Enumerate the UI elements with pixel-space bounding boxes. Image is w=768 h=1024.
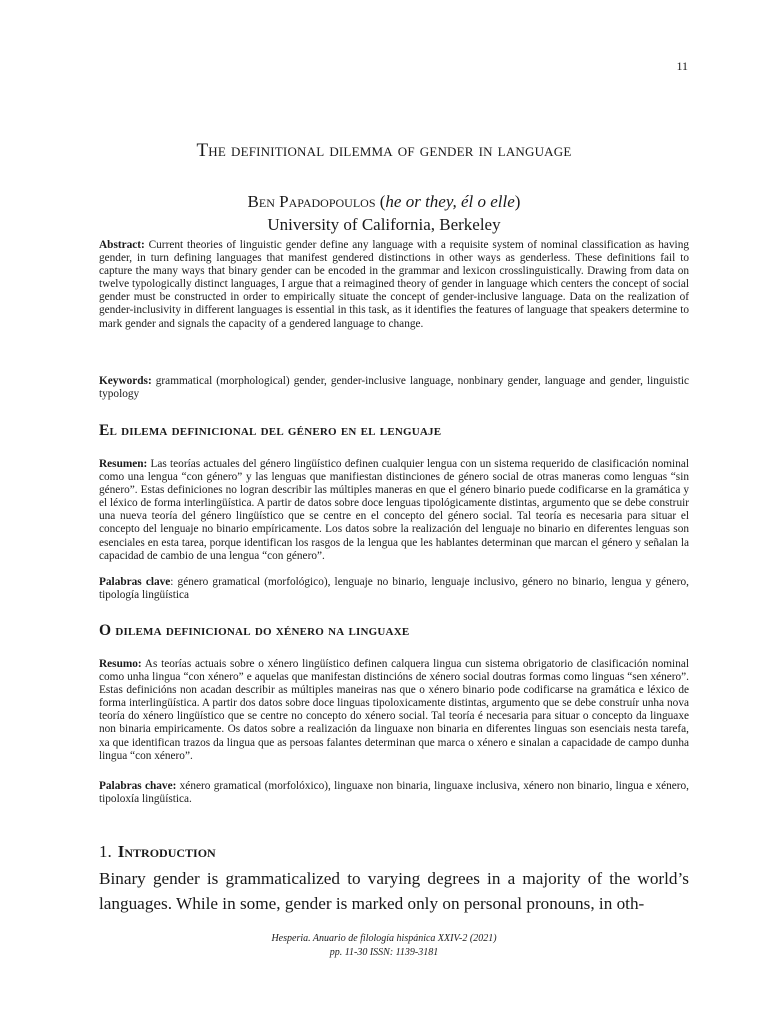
author-line (0, 192, 768, 212)
spanish-keywords (99, 576, 689, 602)
palabras-clave-label: Palabras clave (99, 576, 171, 588)
spanish-heading: El dilema definicional del género en el lenguaje (99, 422, 442, 439)
author-pronouns: he or they, él o elle (385, 192, 515, 211)
section-title: Introduction (117, 842, 216, 861)
journal-footer (0, 932, 768, 960)
author-affiliation: University of California, Berkeley (267, 215, 501, 234)
resumen-text: Las teorías actuales del género lingüístico definen cualquier lengua con un sistema requerido de clasificación nominal como una lengua “con género” y las lenguas que manifiestan distinciones de género social de otras maneras como lenguas “sin género”. Estas definiciones no logran describir las múltiples maneras en que el género binario puede codificarse en la gramática y el léxico de forma interlingüística. A partir de datos sobre doce lenguas tipológicamente distintas, argumento que se debe construir una nueva teoría del género lingüístico que se centre en el concepto del género social. Tal teoría es necesaria para situar el concepto del lenguaje no binario empíricamente. Los datos sobre la realización del lenguaje no binario en diferentes lenguas son esenciales en esta tarea, porque identifican los rasgos de la lengua que les hablantes determinan que marcan el género y señalan la capacidad de cambio de una lengua “con género”. (99, 458, 689, 562)
introduction-heading (99, 842, 216, 862)
abstract-label: Abstract: (99, 239, 145, 251)
abstract (99, 239, 689, 331)
palabras-clave-text: : género gramatical (morfológico), lenguaje no binario, lenguaje inclusivo, género no binario, lengua y género, tipología lingüística (99, 576, 689, 602)
footer-journal: Hesperia. Anuario de filología hispánica XXIV-2 (2021) (271, 933, 497, 944)
keywords (99, 375, 689, 401)
author-pronouns-open: ( (379, 192, 386, 211)
resumen-label: Resumen: (99, 458, 148, 470)
page-number: 11 (676, 59, 688, 73)
resumo-label: Resumo: (99, 658, 142, 670)
keywords-label: Keywords: (99, 375, 152, 387)
galician-abstract (99, 658, 689, 763)
section-number: 1. (99, 842, 112, 861)
footer-pages-issn: pp. 11-30 ISSN: 1139-3181 (329, 947, 439, 958)
palabras-chave-label: Palabras chave: (99, 780, 177, 792)
palabras-chave-text: xénero gramatical (morfolóxico), linguaxe non binaria, linguaxe inclusiva, xénero non binario, lingua e xénero, tipoloxía lingüística. (99, 780, 690, 806)
resumo-text: As teorías actuais sobre o xénero lingüístico definen calquera lingua cun sistema obrigatorio de clasificación nominal como unha lingua “con xénero” e aquelas que manifestan distincións de xénero social doutras formas como linguas “sen xénero”. Estas definicións non acadan describir as múltiples maneiras nas que o xénero binario pode codificarse na gramática e léxico de forma interlingüística. A partir dos datos sobre doce linguas tipoloxicamente distintas, argumento que se debe construír unha nova teoría do xénero lingüístico que se centre no concepto do xénero social. Tal teoría é necesaria para situar o concepto da linguaxe non binaria empiricamente. Os datos sobre a realización da linguaxe non binaria en diferentes linguas son esenciais nesta tarefa, xa que identifican trazos da lingua que as persoas falantes determinan que marca o xénero e sinalan a capacidade de campo dunha lingua “con xénero”. (99, 658, 689, 762)
keywords-text: grammatical (morphological) gender, gender-inclusive language, nonbinary gender, language and gender, linguistic typology (99, 375, 689, 401)
author-pronouns-close: ) (514, 192, 521, 211)
spanish-abstract (99, 458, 689, 563)
galician-heading: O dilema definicional do xénero na linguaxe (99, 622, 410, 639)
author-name: Ben Papadopoulos (247, 192, 376, 211)
galician-keywords (99, 780, 689, 806)
introduction-text: Binary gender is grammaticalized to varying degrees in a majority of the world’s languages. While in some, gender is marked only on personal pronouns, in oth- (99, 869, 689, 913)
paper-title: The definitional dilemma of gender in language (196, 140, 572, 161)
abstract-text: Current theories of linguistic gender define any language with a requisite system of nominal classification as having gender, in turn defining languages that manifest gendered distinctions in other ways as genderless. These definitions fail to capture the many ways that binary gender can be encoded in the grammar and lexicon crosslinguistically. Drawing from data on twelve typologically distinct languages, I argue that a reimagined theory of gender in language which centers the concept of social gender must be constructed in order to empirically situate the concept of gender-inclusive language. Data on the realization of gender-inclusivity in different languages is essential in this task, as it identifies the features of language that speakers determine to mark gender and signals the capacity of a gendered language to change. (99, 239, 689, 330)
